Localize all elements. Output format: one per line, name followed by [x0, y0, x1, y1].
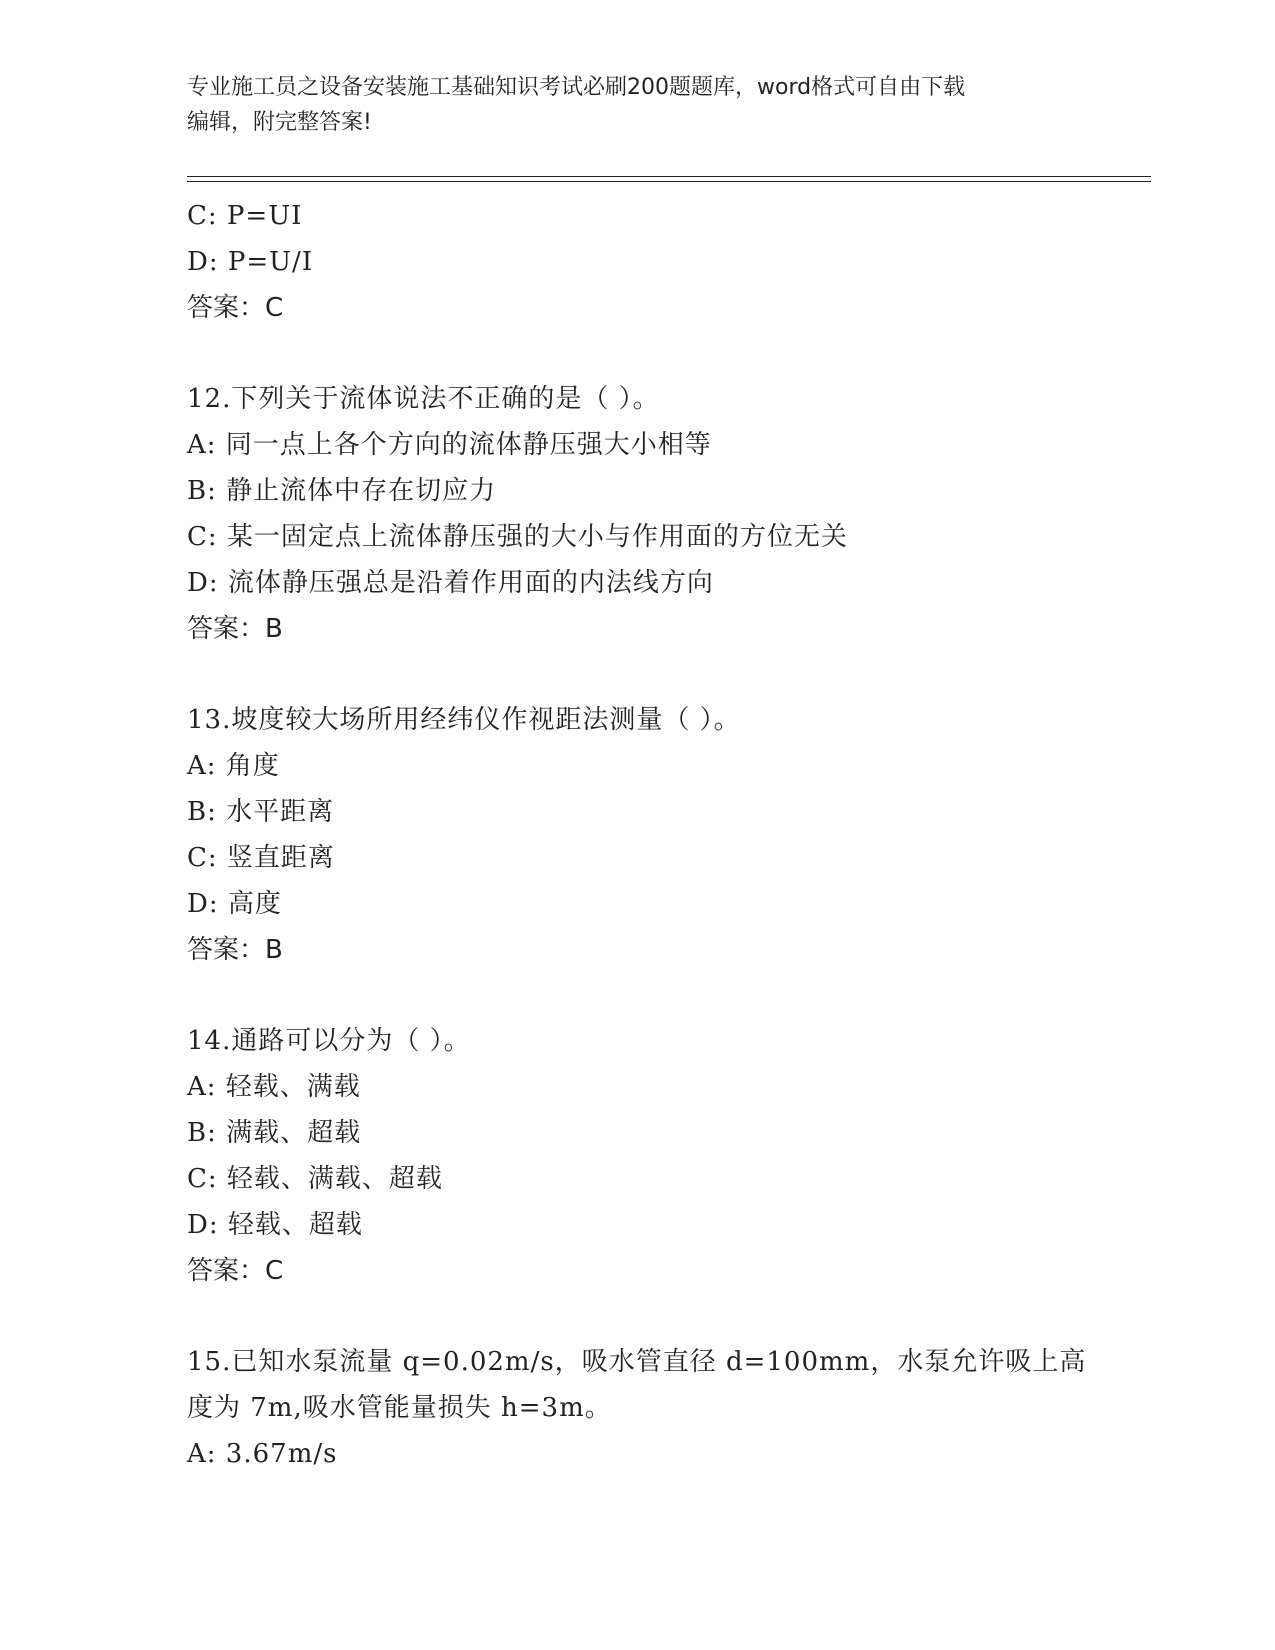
question-list: [187, 193, 1087, 1477]
question-12: [187, 376, 1087, 652]
question-stem: 13.坡度较大场所用经纬仪作视距法测量（ ）。: [187, 705, 741, 735]
spacer: [187, 973, 1087, 1018]
option-c: C: 轻载、满载、超载: [187, 1164, 443, 1194]
option-c: C: 竖直距离: [187, 843, 335, 873]
option-b: B: 满载、超载: [187, 1118, 362, 1148]
option-d: D: P=U/I: [187, 247, 314, 277]
question-carryover: [187, 193, 1087, 331]
question-15: [187, 1339, 1087, 1477]
document-header: [187, 70, 1087, 140]
option-a: A: 轻载、满载: [187, 1072, 361, 1102]
header-title-line-1: 专业施工员之设备安装施工基础知识考试必刷200题题库，word格式可自由下载: [187, 75, 966, 100]
option-d: D: 高度: [187, 889, 282, 919]
question-stem: 14.通路可以分为（ ）。: [187, 1026, 471, 1056]
option-b: B: 水平距离: [187, 797, 335, 827]
option-c: C: 某一固定点上流体静压强的大小与作用面的方位无关: [187, 522, 848, 552]
header-title-line-2: 编辑，附完整答案!: [187, 110, 372, 135]
question-stem: 12.下列关于流体说法不正确的是（ ）。: [187, 384, 660, 414]
option-c: C: P=UI: [187, 201, 303, 231]
answer-label: 答案：B: [187, 935, 283, 965]
header-divider-top: [187, 176, 1151, 177]
option-a: A: 角度: [187, 751, 280, 781]
spacer: [187, 1294, 1087, 1339]
question-stem-line-2: 度为 7m,吸水管能量损失 h=3m。: [187, 1393, 612, 1423]
option-b: B: 静止流体中存在切应力: [187, 476, 497, 506]
spacer: [187, 331, 1087, 376]
header-divider-bottom: [187, 181, 1151, 182]
question-14: [187, 1018, 1087, 1294]
option-a: A: 3.67m/s: [187, 1439, 338, 1469]
spacer: [187, 652, 1087, 697]
answer-label: 答案：C: [187, 1256, 284, 1286]
answer-label: 答案：C: [187, 293, 284, 323]
option-d: D: 轻载、超载: [187, 1210, 363, 1240]
question-13: [187, 697, 1087, 973]
option-d: D: 流体静压强总是沿着作用面的内法线方向: [187, 568, 714, 598]
option-a: A: 同一点上各个方向的流体静压强大小相等: [187, 430, 712, 460]
question-stem-line-1: 15.已知水泵流量 q=0.02m/s，吸水管直径 d=100mm，水泵允许吸上高: [187, 1347, 1087, 1377]
answer-label: 答案：B: [187, 614, 283, 644]
